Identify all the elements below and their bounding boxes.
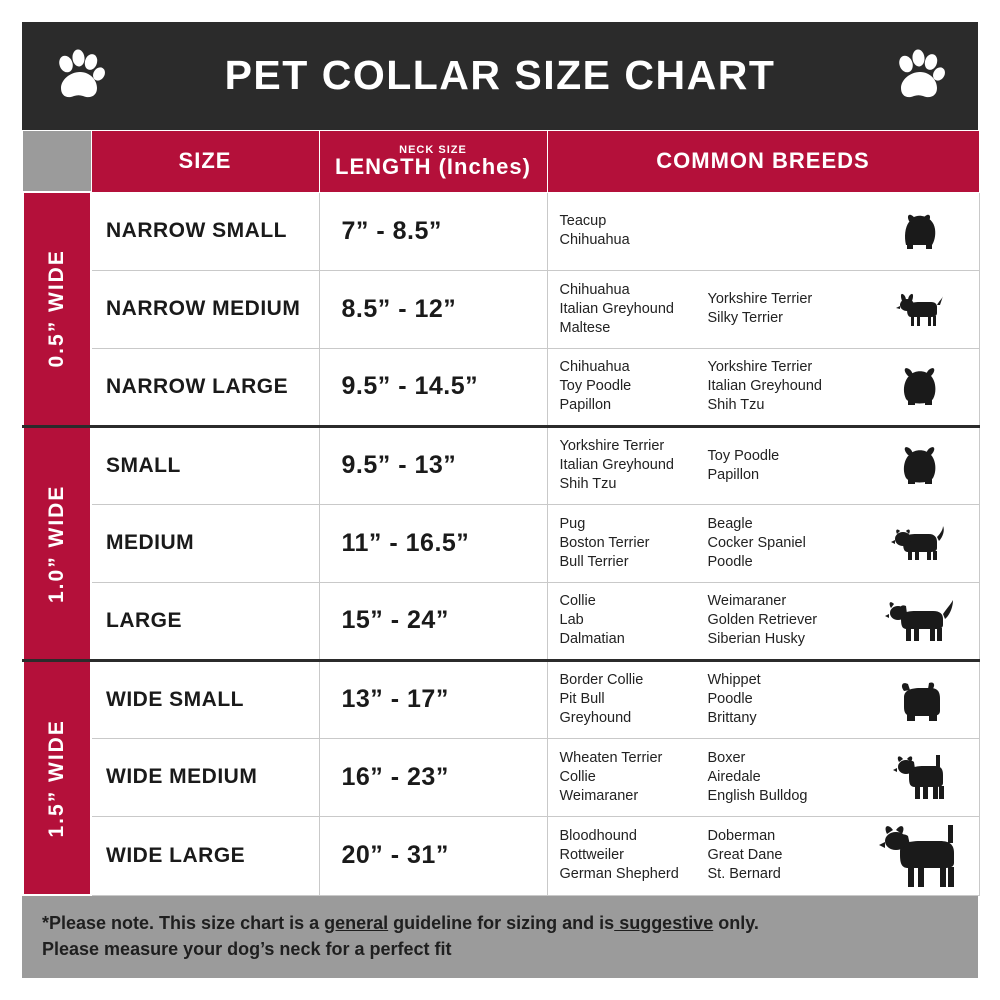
row-breeds xyxy=(547,270,979,348)
table-row xyxy=(23,426,979,504)
row-length: 7” - 8.5” xyxy=(319,192,547,270)
group-label: 0.5” WIDE xyxy=(45,249,68,368)
size-table-wrapper xyxy=(22,130,978,897)
pug-silhouette-icon xyxy=(866,514,975,572)
row-size: NARROW SMALL xyxy=(91,192,319,270)
column-header-breeds: COMMON BREEDS xyxy=(547,130,979,192)
breed-item: Yorkshire Terrier xyxy=(707,359,813,375)
breed-column-2 xyxy=(708,749,866,806)
breed-column-1 xyxy=(560,592,708,649)
row-size: WIDE MEDIUM xyxy=(91,738,319,816)
table-row xyxy=(23,582,979,660)
breed-item: Brittany xyxy=(707,710,757,726)
footer-line-1 xyxy=(42,910,958,936)
breed-item: Collie xyxy=(559,768,596,785)
breed-item: Great Dane xyxy=(707,847,783,863)
breed-column-1 xyxy=(560,281,708,338)
footer-text-a: *Please note. This size chart is a xyxy=(42,913,325,933)
labrador-silhouette-icon xyxy=(866,592,975,650)
row-size: NARROW LARGE xyxy=(91,348,319,426)
table-row xyxy=(23,192,979,270)
chihuahua-silhouette-icon xyxy=(866,280,975,338)
row-size: MEDIUM xyxy=(91,504,319,582)
table-row xyxy=(23,660,979,738)
size-table xyxy=(22,130,980,897)
breed-item: Italian Greyhound xyxy=(707,378,822,394)
breed-item: Chihuahua xyxy=(559,359,630,375)
breed-item: Siberian Husky xyxy=(707,631,806,647)
breed-column-2 xyxy=(708,827,866,884)
row-breeds xyxy=(547,582,979,660)
breed-item: St. Bernard xyxy=(707,866,781,882)
breed-item: Beagle xyxy=(707,515,753,532)
breed-item: Poodle xyxy=(707,553,753,570)
breed-item: Toy Poodle xyxy=(559,378,632,394)
breed-column-2 xyxy=(708,592,866,649)
table-row xyxy=(23,816,979,895)
breed-column-1 xyxy=(560,358,708,415)
breed-item: Bull Terrier xyxy=(559,553,629,570)
doberman-silhouette-icon xyxy=(866,823,975,889)
chart-header xyxy=(22,22,978,130)
breed-column-2 xyxy=(708,515,866,572)
paw-icon xyxy=(52,48,108,104)
row-breeds xyxy=(547,504,979,582)
breed-column-1 xyxy=(560,437,708,494)
group-cell-2 xyxy=(23,660,91,895)
row-size: SMALL xyxy=(91,426,319,504)
row-breeds xyxy=(547,192,979,270)
table-row xyxy=(23,348,979,426)
table-header-row xyxy=(23,130,979,192)
breed-item: Boxer xyxy=(707,749,746,766)
breed-item: Chihuahua xyxy=(559,232,630,248)
breed-item: Doberman xyxy=(707,828,776,844)
group-cell-0 xyxy=(23,192,91,426)
breed-item: Boston Terrier xyxy=(559,534,650,551)
breed-item: Chihuahua xyxy=(559,281,630,298)
row-length: 16” - 23” xyxy=(319,738,547,816)
breed-item: Whippet xyxy=(707,672,761,688)
breed-item: Weimaraner xyxy=(559,787,639,804)
row-length: 13” - 17” xyxy=(319,660,547,738)
breed-item: Cocker Spaniel xyxy=(707,534,806,551)
row-length: 8.5” - 12” xyxy=(319,270,547,348)
row-breeds xyxy=(547,426,979,504)
breed-item: Poodle xyxy=(707,691,753,707)
breed-item: Wheaten Terrier xyxy=(559,749,663,766)
group-label: 1.0” WIDE xyxy=(45,483,68,603)
row-breeds xyxy=(547,816,979,895)
column-header-neck-size: NECK SIZE xyxy=(399,143,467,156)
breed-item: Maltese xyxy=(559,319,611,336)
breed-item: Papillon xyxy=(559,397,612,413)
breed-item: Italian Greyhound xyxy=(559,457,674,473)
column-header-length xyxy=(319,130,547,192)
breed-column-1 xyxy=(560,671,708,728)
footer-underline-general: general xyxy=(324,913,389,933)
row-breeds xyxy=(547,738,979,816)
breed-item: Greyhound xyxy=(559,710,632,726)
breed-column-2 xyxy=(708,358,866,415)
bulldog-silhouette-icon xyxy=(866,671,975,729)
breed-item: Airedale xyxy=(707,768,761,785)
footer-underline-suggestive: suggestive xyxy=(614,913,714,933)
breed-item: Weimaraner xyxy=(707,593,787,609)
paw-icon xyxy=(892,48,948,104)
breed-item: German Shepherd xyxy=(559,866,679,882)
breed-item: Rottweiler xyxy=(559,847,624,863)
papillon-silhouette-icon xyxy=(866,358,975,416)
breed-item: Papillon xyxy=(707,466,760,483)
group-cell-1 xyxy=(23,426,91,660)
row-length: 11” - 16.5” xyxy=(319,504,547,582)
breed-item: Lab xyxy=(559,612,584,628)
breed-column-2 xyxy=(708,447,866,485)
row-size: WIDE LARGE xyxy=(91,816,319,895)
column-header-corner xyxy=(23,130,91,192)
breed-item: Yorkshire Terrier xyxy=(559,438,665,454)
breed-item: Border Collie xyxy=(559,672,644,688)
row-length: 9.5” - 14.5” xyxy=(319,348,547,426)
breed-item: Shih Tzu xyxy=(707,397,765,413)
breed-column-2 xyxy=(708,671,866,728)
breed-item: Bloodhound xyxy=(559,828,637,844)
footer-note xyxy=(22,896,978,978)
breed-column-1 xyxy=(560,749,708,806)
breed-column-2 xyxy=(708,290,866,328)
table-row xyxy=(23,738,979,816)
breed-item: Yorkshire Terrier xyxy=(707,291,813,307)
breed-column-1 xyxy=(560,515,708,572)
breed-item: Dalmatian xyxy=(559,631,625,647)
papillon-silhouette-icon xyxy=(866,437,975,495)
table-row xyxy=(23,270,979,348)
yorkie-silhouette-icon xyxy=(866,202,975,260)
breed-item: Golden Retriever xyxy=(707,612,818,628)
footer-line-2: Please measure your dog’s neck for a perfect fit xyxy=(42,939,452,959)
breed-item: Toy Poodle xyxy=(707,447,780,464)
breed-item: Shih Tzu xyxy=(559,476,617,492)
row-size: WIDE SMALL xyxy=(91,660,319,738)
breed-column-1 xyxy=(560,212,708,250)
row-length: 9.5” - 13” xyxy=(319,426,547,504)
breed-item: Pug xyxy=(559,515,586,532)
page-title: PET COLLAR SIZE CHART xyxy=(224,52,776,99)
group-label: 1.5” WIDE xyxy=(45,718,68,837)
column-header-size: SIZE xyxy=(91,130,319,192)
table-row xyxy=(23,504,979,582)
footer-text-b: guideline for sizing and is xyxy=(388,913,615,933)
row-length: 15” - 24” xyxy=(319,582,547,660)
row-size: LARGE xyxy=(91,582,319,660)
breed-column-1 xyxy=(560,827,708,884)
breed-item: English Bulldog xyxy=(707,787,808,804)
footer-text-c: only. xyxy=(713,913,759,933)
row-breeds xyxy=(547,348,979,426)
column-header-length-label: LENGTH (Inches) xyxy=(335,153,531,179)
boxer-silhouette-icon xyxy=(866,748,975,806)
breed-item: Pit Bull xyxy=(559,691,605,707)
breed-item: Silky Terrier xyxy=(707,310,783,326)
row-breeds xyxy=(547,660,979,738)
breed-item: Teacup xyxy=(559,213,607,229)
row-length: 20” - 31” xyxy=(319,816,547,895)
row-size: NARROW MEDIUM xyxy=(91,270,319,348)
breed-item: Collie xyxy=(559,593,596,609)
breed-item: Italian Greyhound xyxy=(559,300,674,317)
